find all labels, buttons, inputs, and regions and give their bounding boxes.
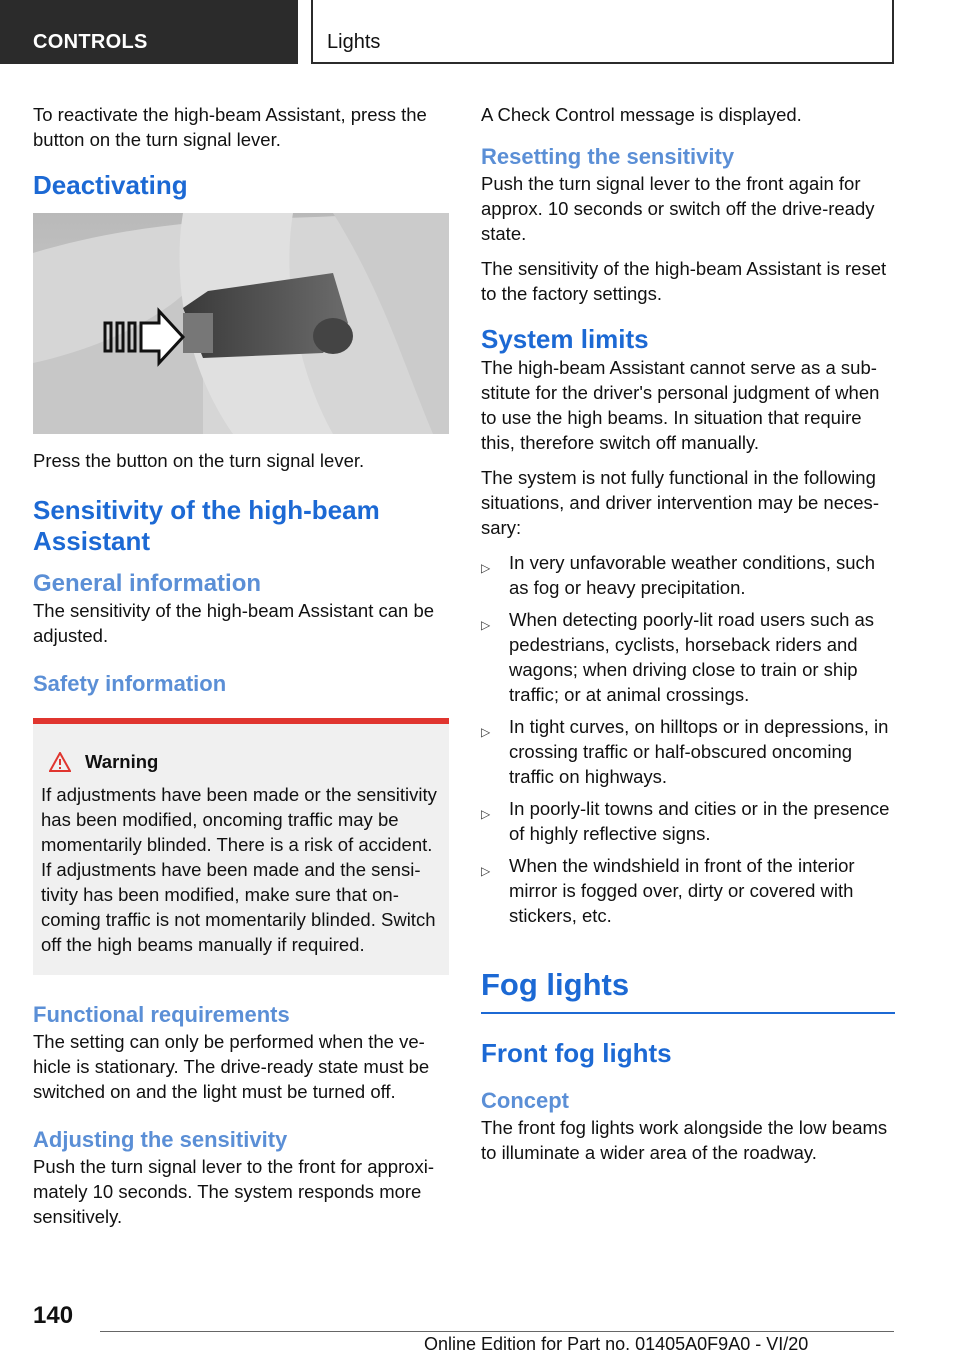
turn-signal-lever-figure: [33, 213, 449, 434]
resetting-text-1: Push the turn signal lever to the front again for approx. 10 seconds or switch off the drive-ready state.: [481, 173, 875, 244]
list-item: ▷ In poorly-lit towns and cities or in the presence of highly reflective signs.: [481, 798, 890, 844]
footer-rule: [100, 1331, 894, 1332]
section-rule: [481, 1012, 895, 1014]
system-limits-text-2: The system is not fully functional in the following situations, and driver intervention may be necessary:: [481, 467, 879, 538]
intro-text: To reactivate the high-beam Assistant, press the button on the turn signal lever.: [33, 104, 427, 150]
triangle-bullet-icon: ▷: [481, 561, 491, 575]
fog-lights-heading: Fog lights: [481, 967, 630, 1002]
triangle-bullet-icon: ▷: [481, 864, 491, 878]
deactivating-heading: Deactivating: [33, 170, 188, 200]
limits-list: [481, 550, 897, 928]
warning-text: If adjustments have been made or the sensitivity has been modified, oncoming traffic may be momentarily blinded. There is a risk of accident. If adjustments have been made and the sensitivity has been modified, make sure that oncoming traffic is not momentarily blinded. Switch off the high beams manually if required.: [41, 784, 437, 955]
chapter-title: Lights: [327, 31, 381, 53]
general-information-heading: General information: [33, 570, 262, 597]
triangle-bullet-icon: ▷: [481, 618, 491, 632]
list-item: ▷ In tight curves, on hilltops or in depressions, in crossing traffic or half-obscured oncoming traffic on highways.: [481, 716, 889, 787]
sensitivity-heading: Sensitivity of the high-beam Assistant: [33, 495, 380, 556]
adjusting-sensitivity-text: Push the turn signal lever to the front for approximately 10 seconds. The system responds more sensitively.: [33, 1156, 435, 1227]
warning-header: [41, 750, 441, 774]
functional-requirements-text: The setting can only be performed when the vehicle is stationary. The drive-ready state must be switched on and the light must be turned off.: [33, 1031, 430, 1102]
list-item: ▷ When detecting poorly-lit road users such as pedestrians, cyclists, horseback riders and wagons; when driving close to train or ship traffic; or at animal crossings.: [481, 609, 875, 705]
list-item: ▷ In very unfavorable weather conditions, such as fog or heavy precipitation.: [481, 552, 876, 598]
list-item: ▷ When the windshield in front of the interior mirror is fogged over, dirty or covered with stickers, etc.: [481, 855, 855, 926]
concept-heading: Concept: [481, 1088, 569, 1113]
left-column: [33, 102, 449, 1239]
section-title: CONTROLS: [33, 31, 148, 53]
triangle-bullet-icon: ▷: [481, 725, 491, 739]
concept-text: The front fog lights work alongside the low beams to illuminate a wider area of the roadway.: [481, 1117, 888, 1163]
adjusting-sensitivity-heading: Adjusting the sensitivity: [33, 1127, 288, 1152]
functional-requirements-heading: Functional requirements: [33, 1002, 290, 1027]
chapter-tab: [311, 0, 894, 64]
resetting-text-2: The sensitivity of the high-beam Assistant is reset to the factory settings.: [481, 258, 887, 304]
triangle-bullet-icon: ▷: [481, 807, 491, 821]
warning-title: Warning: [85, 751, 159, 772]
resetting-heading: Resetting the sensitivity: [481, 144, 735, 169]
edition-footer: Online Edition for Part no. 01405A0F9A0 - VI/20: [424, 1334, 809, 1354]
warning-triangle-icon: [49, 752, 71, 772]
page-number: 140: [33, 1302, 74, 1329]
lever-illustration: [33, 213, 449, 434]
warning-box: [33, 718, 449, 975]
system-limits-heading: System limits: [481, 324, 649, 354]
general-information-text: The sensitivity of the high-beam Assistant can be adjusted.: [33, 600, 435, 646]
figure-caption: Press the button on the turn signal lever.: [33, 450, 365, 471]
front-fog-lights-heading: Front fog lights: [481, 1038, 672, 1068]
right-column: [481, 102, 897, 1175]
system-limits-text-1: The high-beam Assistant cannot serve as a substitute for the driver's personal judgment of when to use the high beams. In situation that require this, therefore switch off manually.: [481, 357, 880, 453]
check-control-text: A Check Control message is displayed.: [481, 104, 802, 125]
safety-information-heading: Safety information: [33, 671, 227, 696]
section-tab: [0, 0, 298, 64]
